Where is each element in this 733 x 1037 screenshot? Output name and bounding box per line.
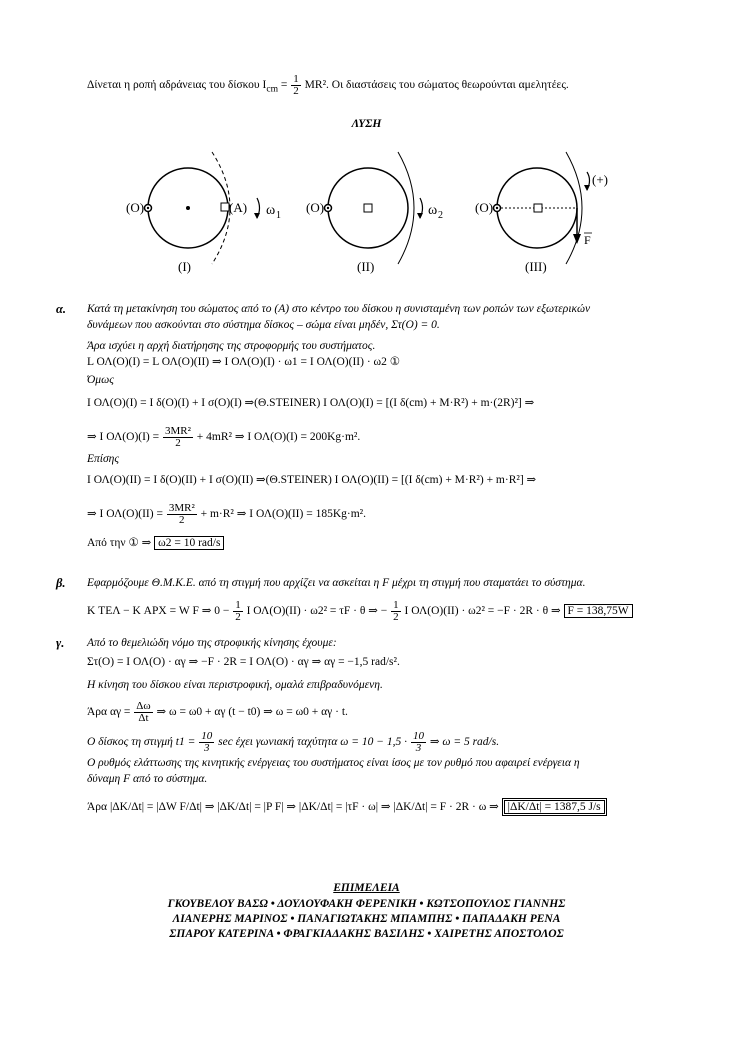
part-b-line-2-a: K ΤΕΛ − K ΑΡΧ = W F ⇒ 0 − — [87, 605, 233, 618]
intro-line — [87, 74, 569, 97]
intro-frac-den: 2 — [293, 85, 299, 97]
part-c-marker: γ. — [56, 636, 65, 650]
part-b-frac-1-den: 2 — [235, 611, 241, 623]
part-b-line-2-b: I ΟΛ(O)(II) · ω2² = τF · θ ⇒ − — [243, 605, 391, 618]
part-a-line-6-a: ⇒ I ΟΛ(O)(I) = — [87, 431, 162, 444]
caption-3: (III) — [525, 259, 547, 274]
part-c-line-1: Από το θεμελιώδη νόμο της στροφικής κίνησης έχουμε: — [87, 637, 337, 649]
part-a-line-3: Άρα ισχύει η αρχή διατήρησης της στροφορμής του συστήματος. — [87, 340, 376, 352]
part-c-line-7: δύναμη F από το σύστημα. — [87, 773, 208, 785]
label-o-1: (O) — [126, 200, 145, 215]
part-a-line-8-den: 2 — [179, 514, 185, 526]
part-a-line-9-a: Από την ① ⇒ — [87, 537, 155, 549]
part-c-line-4 — [87, 701, 348, 724]
part-b-frac-2-den: 2 — [393, 611, 399, 623]
disk-2 — [306, 152, 443, 274]
credits-line-3: ΣΠΑΡΟΥ ΚΑΤΕΡΙΝΑ • ΦΡΑΓΚΙΑΔΑΚΗΣ ΒΑΣΙΛΗΣ • ΧΑΙΡΕΤΗΣ ΑΠΟΣΤΟΛΟΣ — [169, 928, 564, 940]
disk-1 — [126, 152, 281, 274]
part-b-line-2 — [87, 600, 633, 623]
part-c-line-5-num-2: 10 — [412, 730, 424, 742]
part-c-line-4-num: Δω — [136, 700, 151, 712]
part-a-line-1: Κατά τη μετακίνηση του σώματος από το (A) στο κέντρο του δίσκου η συνισταμένη των ροπών των εξωτερικών — [87, 303, 591, 315]
intro-sub: cm — [266, 83, 279, 95]
part-a-marker: α. — [56, 302, 67, 316]
part-b-frac-1-num: 1 — [235, 599, 241, 611]
part-b-line-2-c: I ΟΛ(O)(II) · ω2² = −F · 2R · θ ⇒ — [401, 605, 564, 618]
mass-2 — [364, 204, 372, 212]
part-a-omos: Όμως — [87, 374, 114, 386]
part-c-line-4-b: ⇒ ω = ω0 + αγ (t − t0) ⇒ ω = ω0 + αγ · t. — [153, 706, 348, 719]
part-c-line-3: Η κίνηση του δίσκου είναι περιστροφική, ομαλά επιβραδυνόμενη. — [87, 679, 383, 691]
credits-title: ΕΠΙΜΕΛΕΙΑ — [333, 882, 400, 894]
omega2-symbol: ω — [428, 203, 438, 218]
disk-3 — [475, 152, 608, 274]
part-c-line-5-c: ⇒ ω = 5 rad/s. — [426, 736, 500, 749]
part-c-line-8-text: Άρα |ΔK/Δt| = |ΔW F/Δt| ⇒ |ΔK/Δt| = |P F| ⇒ |ΔK/Δt| = |τF · ω| ⇒ |ΔK/Δt| = F · 2R · ω ⇒ — [87, 801, 502, 813]
part-a-line-6-b: + 4mR² ⇒ I ΟΛ(O)(I) = 200Kg·m². — [193, 431, 361, 444]
part-c-line-8 — [87, 800, 607, 815]
solution-title: ΛΥΣΗ — [351, 118, 382, 130]
part-b-frac-2-num: 1 — [393, 599, 399, 611]
part-c-line-5-a: Ο δίσκος τη στιγμή t1 = — [87, 736, 199, 749]
part-b-frac-2 — [391, 600, 401, 623]
part-c-line-5 — [87, 731, 499, 754]
part-c-line-5-b: sec έχει γωνιακή ταχύτητα ω = 10 − 1,5 · — [215, 736, 410, 749]
omega1-sub: 1 — [276, 210, 281, 221]
omega1-symbol: ω — [266, 203, 276, 218]
part-a-line-4: L ΟΛ(O)(I) = L ΟΛ(O)(II) ⇒ I ΟΛ(O)(I) · ω1 = I ΟΛ(O)(II) · ω2 ① — [87, 356, 401, 368]
credits-line-2: ΛΙΑΝΕΡΗΣ ΜΑΡΙΝΟΣ • ΠΑΝΑΓΙΩΤΑΚΗΣ ΜΠΑΜΠΗΣ • ΠΑΠΑΔΑΚΗ ΡΕΝΑ — [172, 913, 561, 925]
label-o-2: (O) — [306, 200, 325, 215]
part-c-line-4-den: Δt — [138, 712, 149, 724]
part-b-result-box: F = 138,75W — [564, 604, 633, 618]
part-c-line-4-frac — [134, 701, 152, 724]
label-a: (A) — [229, 200, 248, 215]
credits-line-1: ΓΚΟΥΒΕΛΟΥ ΒΑΣΩ • ΔΟΥΛΟΥΦΑΚΗ ΦΕΡΕΝΙΚΗ • ΚΩΤΣΟΠΟΥΛΟΣ ΓΙΑΝΝΗΣ — [167, 898, 566, 910]
part-a-line-9 — [87, 536, 224, 551]
part-a-line-8-b: + m·R² ⇒ I ΟΛ(O)(II) = 185Kg·m². — [197, 508, 366, 521]
intro-prefix: Δίνεται η ροπή αδράνειας του δίσκου I — [87, 79, 267, 92]
part-c-line-5-den-1: 3 — [203, 742, 210, 754]
intro-eq: = — [278, 79, 291, 92]
part-a-result-box: ω2 = 10 rad/s — [154, 536, 224, 550]
part-c-line-5-frac-2 — [411, 731, 426, 754]
part-a-line-8-frac — [167, 503, 197, 526]
part-c-line-6: Ο ρυθμός ελάττωσης της κινητικής ενέργειας του συστήματος είναι ίσος με τον ρυθμό που αφαιρεί ενέργεια η — [87, 757, 580, 769]
part-c-line-4-a: Άρα αγ = — [87, 706, 134, 719]
part-a-line-8 — [87, 503, 366, 526]
trajectory-2 — [398, 152, 414, 264]
caption-2: (II) — [357, 259, 375, 274]
part-c-result-box: |ΔK/Δt| = 1387,5 J/s — [502, 798, 607, 816]
omega2-sub: 2 — [438, 210, 443, 221]
part-a-line-2: δυνάμεων που ασκούνται στο σύστημα δίσκος – σώμα είναι μηδέν, Στ(O) = 0. — [87, 319, 440, 331]
part-b-frac-1 — [233, 600, 243, 623]
part-c-line-5-den-2: 3 — [415, 742, 422, 754]
part-c-line-5-frac-1 — [199, 731, 214, 754]
part-a-line-8-num: 3MR² — [168, 502, 195, 514]
part-b-line-1: Εφαρμόζουμε Θ.Μ.Κ.Ε. από τη στιγμή που αρχίζει να ασκείται η F μέχρι τη στιγμή που σταματάει το σύστημα. — [87, 577, 586, 589]
intro-frac-num: 1 — [293, 73, 299, 85]
part-a-line-6-num: 3MR² — [165, 425, 191, 437]
mass-3 — [534, 204, 542, 212]
part-a-line-6-den: 2 — [175, 437, 181, 449]
part-c-line-2: Στ(O) = I ΟΛ(O) · αγ ⇒ −F · 2R = I ΟΛ(O) · αγ ⇒ αγ = −1,5 rad/s². — [87, 656, 400, 668]
intro-frac — [291, 74, 301, 97]
plus-label: (+) — [592, 172, 608, 187]
part-a-line-8-a: ⇒ I ΟΛ(O)(II) = — [87, 508, 166, 521]
part-b-marker: β. — [56, 576, 66, 590]
part-a-line-6 — [87, 426, 360, 449]
part-a-episis: Επίσης — [87, 453, 120, 465]
part-a-line-7: I ΟΛ(O)(II) = I δ(O)(II) + I σ(O)(II) ⇒(Θ.STEINER) I ΟΛ(O)(II) = [(I δ(cm) + M·R²) + m·R²] ⇒ — [87, 474, 537, 486]
caption-1: (I) — [178, 259, 191, 274]
force-label: F — [584, 233, 591, 247]
intro-suffix: MR². Οι διαστάσεις του σώματος θεωρούνται αμελητέες. — [301, 79, 569, 92]
center-dot-1 — [186, 206, 190, 210]
label-o-3: (O) — [475, 200, 494, 215]
part-a-line-6-frac — [163, 426, 193, 449]
part-c-line-5-num-1: 10 — [201, 730, 213, 742]
part-a-line-5: I ΟΛ(O)(I) = I δ(O)(I) + I σ(O)(I) ⇒(Θ.STEINER) I ΟΛ(O)(I) = [(I δ(cm) + M·R²) + m·(2R)²] ⇒ — [87, 397, 535, 409]
mass-1 — [221, 203, 229, 211]
disk-figure — [0, 138, 733, 288]
